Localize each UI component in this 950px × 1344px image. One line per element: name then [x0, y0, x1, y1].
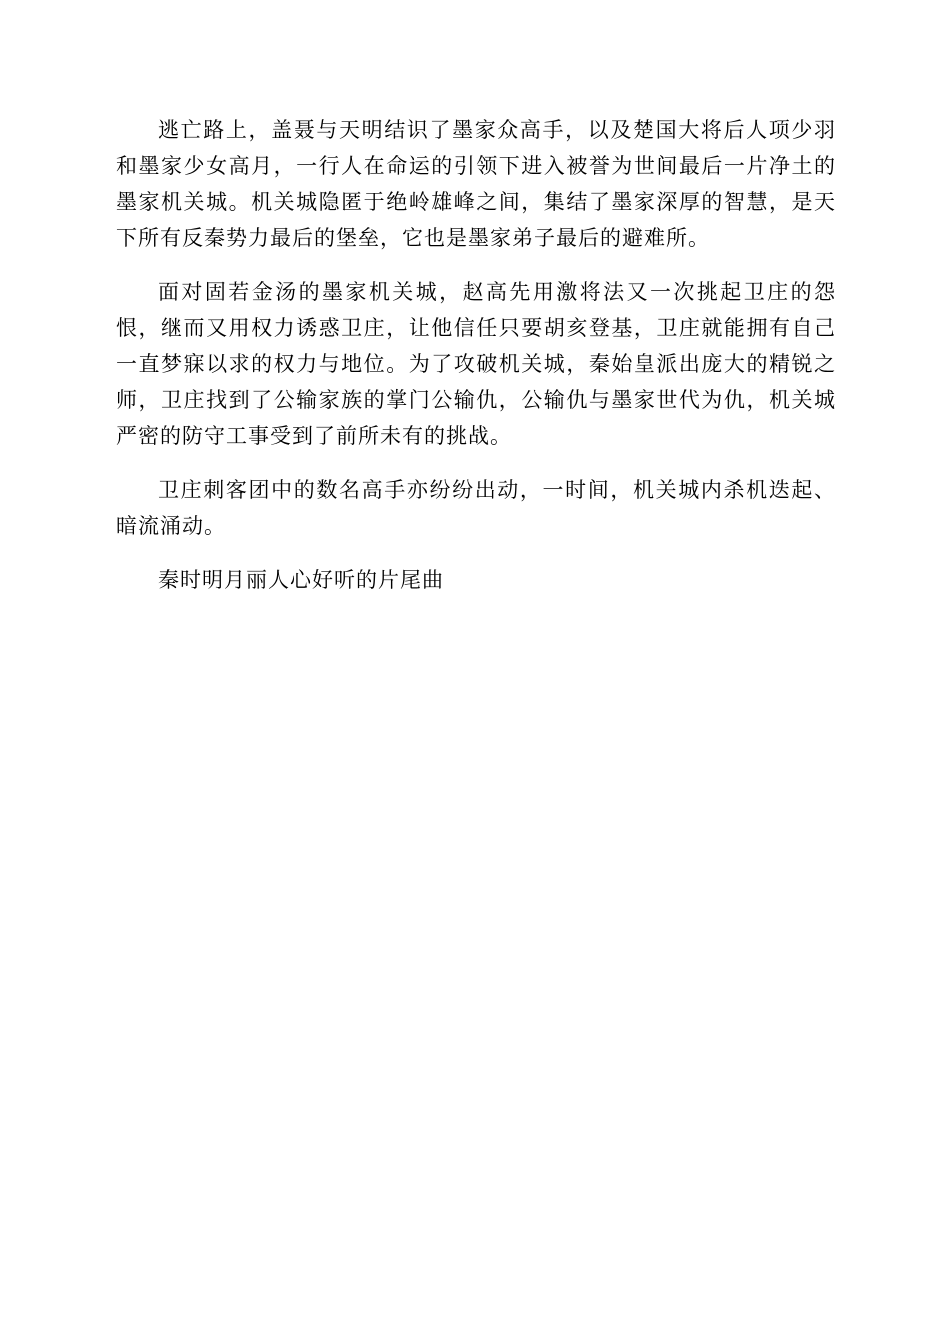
paragraph-3: 卫庄刺客团中的数名高手亦纷纷出动，一时间，机关城内杀机迭起、暗流涌动。 [116, 478, 836, 538]
paragraph-2: 面对固若金汤的墨家机关城，赵高先用激将法又一次挑起卫庄的怨恨，继而又用权力诱惑卫庄，让他信任只要胡亥登基，卫庄就能拥有自己一直梦寐以求的权力与地位。为了攻破机关城，秦始皇派出庞大的精锐之师，卫庄找到了公输家族的掌门公输仇，公输仇与墨家世代为仇，机关城严密的防守工事受到了前所未有的挑战。 [116, 280, 836, 448]
paragraph-4: 秦时明月丽人心好听的片尾曲 [158, 568, 444, 592]
document-body [116, 112, 836, 616]
paragraph-1: 逃亡路上，盖聂与天明结识了墨家众高手，以及楚国大将后人项少羽和墨家少女高月，一行人在命运的引领下进入被誉为世间最后一片净土的墨家机关城。机关城隐匿于绝岭雄峰之间，集结了墨家深厚的智慧，是天下所有反秦势力最后的堡垒，它也是墨家弟子最后的避难所。 [116, 118, 836, 250]
